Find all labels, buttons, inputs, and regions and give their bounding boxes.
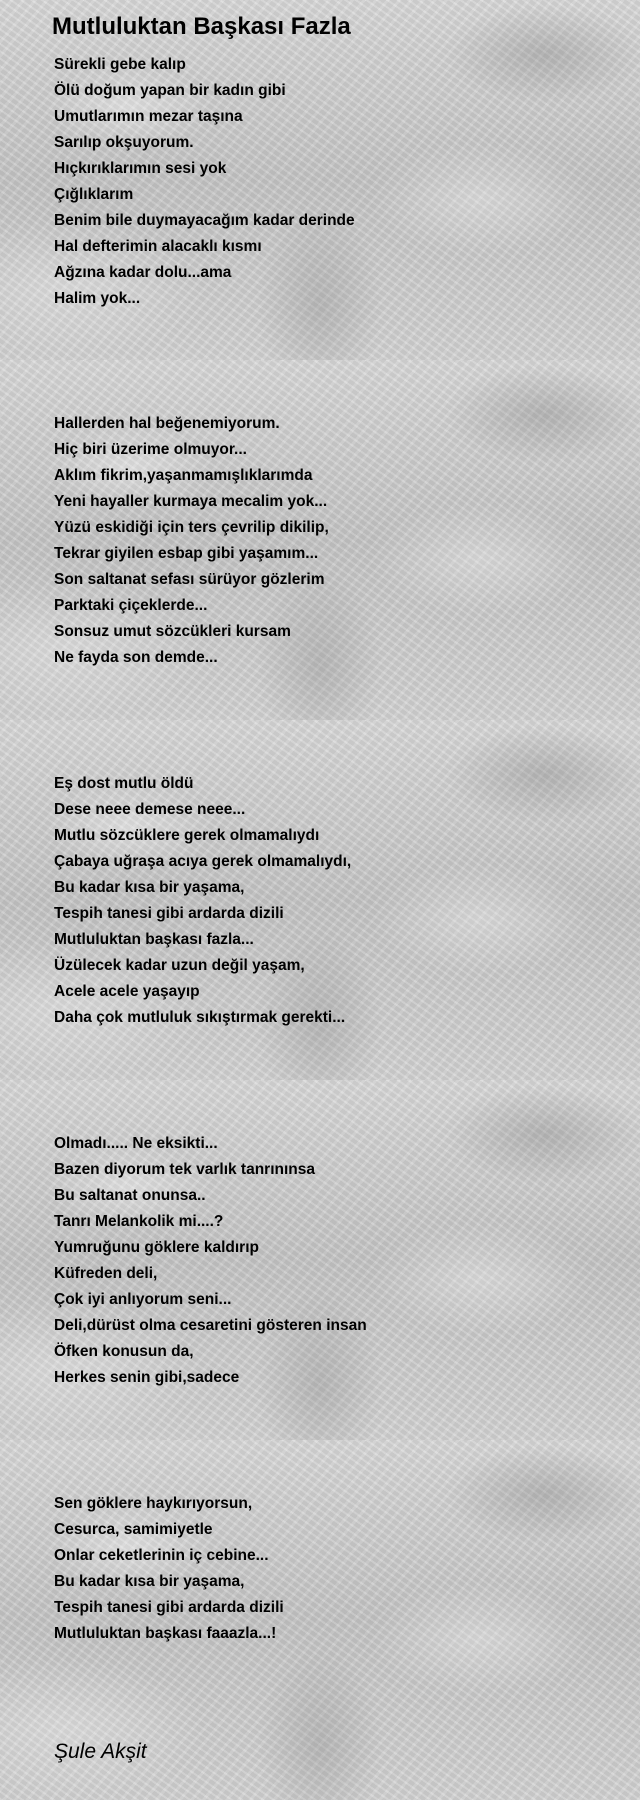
poem-line: Tekrar giyilen esbap gibi yaşamım... [54, 545, 319, 562]
poem-line: Hal defterimin alacaklı kısmı [54, 238, 262, 255]
poem-line: Bu saltanat onunsa.. [54, 1187, 206, 1204]
stanza-4 [54, 1131, 367, 1391]
poem-line: Sonsuz umut sözcükleri kursam [54, 623, 291, 640]
stanza-1 [54, 52, 355, 312]
poem-line: Öfken konusun da, [54, 1343, 194, 1360]
poem-line: Tanrı Melankolik mi....? [54, 1213, 224, 1230]
poem-line: Deli,dürüst olma cesaretini gösteren insan [54, 1317, 367, 1334]
poem-line: Çok iyi anlıyorum seni... [54, 1291, 232, 1308]
poem-line: Herkes senin gibi,sadece [54, 1369, 240, 1386]
poem-line: Mutluluktan başkası fazla... [54, 931, 254, 948]
poem-line: Acele acele yaşayıp [54, 983, 200, 1000]
poem-line: Hıçkırıklarımın sesi yok [54, 160, 227, 177]
poem-line: Parktaki çiçeklerde... [54, 597, 208, 614]
poem-line: Ne fayda son demde... [54, 649, 218, 666]
poem-line: Tespih tanesi gibi ardarda dizili [54, 905, 284, 922]
poem-line: Bu kadar kısa bir yaşama, [54, 1573, 245, 1590]
poem-line: Dese neee demese neee... [54, 801, 246, 818]
poem-line: Ölü doğum yapan bir kadın gibi [54, 82, 286, 99]
poem-line: Ağzına kadar dolu...ama [54, 264, 232, 281]
poem-line: Çığlıklarım [54, 186, 134, 203]
poem-line: Mutluluktan başkası faaazla...! [54, 1625, 277, 1642]
poem-line: Daha çok mutluluk sıkıştırmak gerekti... [54, 1009, 346, 1026]
poem-line: Çabaya uğraşa acıya gerek olmamalıydı, [54, 853, 352, 870]
poem-line: Sen göklere haykırıyorsun, [54, 1495, 253, 1512]
poem-line: Hallerden hal beğenemiyorum. [54, 415, 280, 432]
poem-line: Yumruğunu göklere kaldırıp [54, 1239, 259, 1256]
poem-title: Mutluluktan Başkası Fazla [52, 13, 351, 40]
poem-line: Yüzü eskidiği için ters çevrilip dikilip, [54, 519, 329, 536]
poem-line: Umutlarımın mezar taşına [54, 108, 243, 125]
poem-line: Halim yok... [54, 290, 141, 307]
poem-line: Sürekli gebe kalıp [54, 56, 186, 73]
poem-line: Hiç biri üzerime olmuyor... [54, 441, 247, 458]
poem-line: Aklım fikrim,yaşanmamışlıklarımda [54, 467, 313, 484]
poem-line: Yeni hayaller kurmaya mecalim yok... [54, 493, 328, 510]
poem-line: Bazen diyorum tek varlık tanrınınsa [54, 1161, 316, 1178]
poem-line: Benim bile duymayacağım kadar derinde [54, 212, 355, 229]
poem-line: Eş dost mutlu öldü [54, 775, 194, 792]
poem-line: Sarılıp okşuyorum. [54, 134, 194, 151]
poem-line: Küfreden deli, [54, 1265, 158, 1282]
poem-line: Tespih tanesi gibi ardarda dizili [54, 1599, 284, 1616]
stanza-2 [54, 411, 329, 671]
poem-line: Onlar ceketlerinin iç cebine... [54, 1547, 269, 1564]
poem-line: Olmadı..... Ne eksikti... [54, 1135, 218, 1152]
stanza-3 [54, 771, 351, 1031]
poem-line: Cesurca, samimiyetle [54, 1521, 213, 1538]
poem-line: Bu kadar kısa bir yaşama, [54, 879, 245, 896]
stanza-5 [54, 1491, 284, 1647]
poem-line: Mutlu sözcüklere gerek olmamalıydı [54, 827, 320, 844]
poem-line: Son saltanat sefası sürüyor gözlerim [54, 571, 325, 588]
poem-line: Üzülecek kadar uzun değil yaşam, [54, 957, 305, 974]
poem-author: Şule Akşit [54, 1740, 147, 1763]
